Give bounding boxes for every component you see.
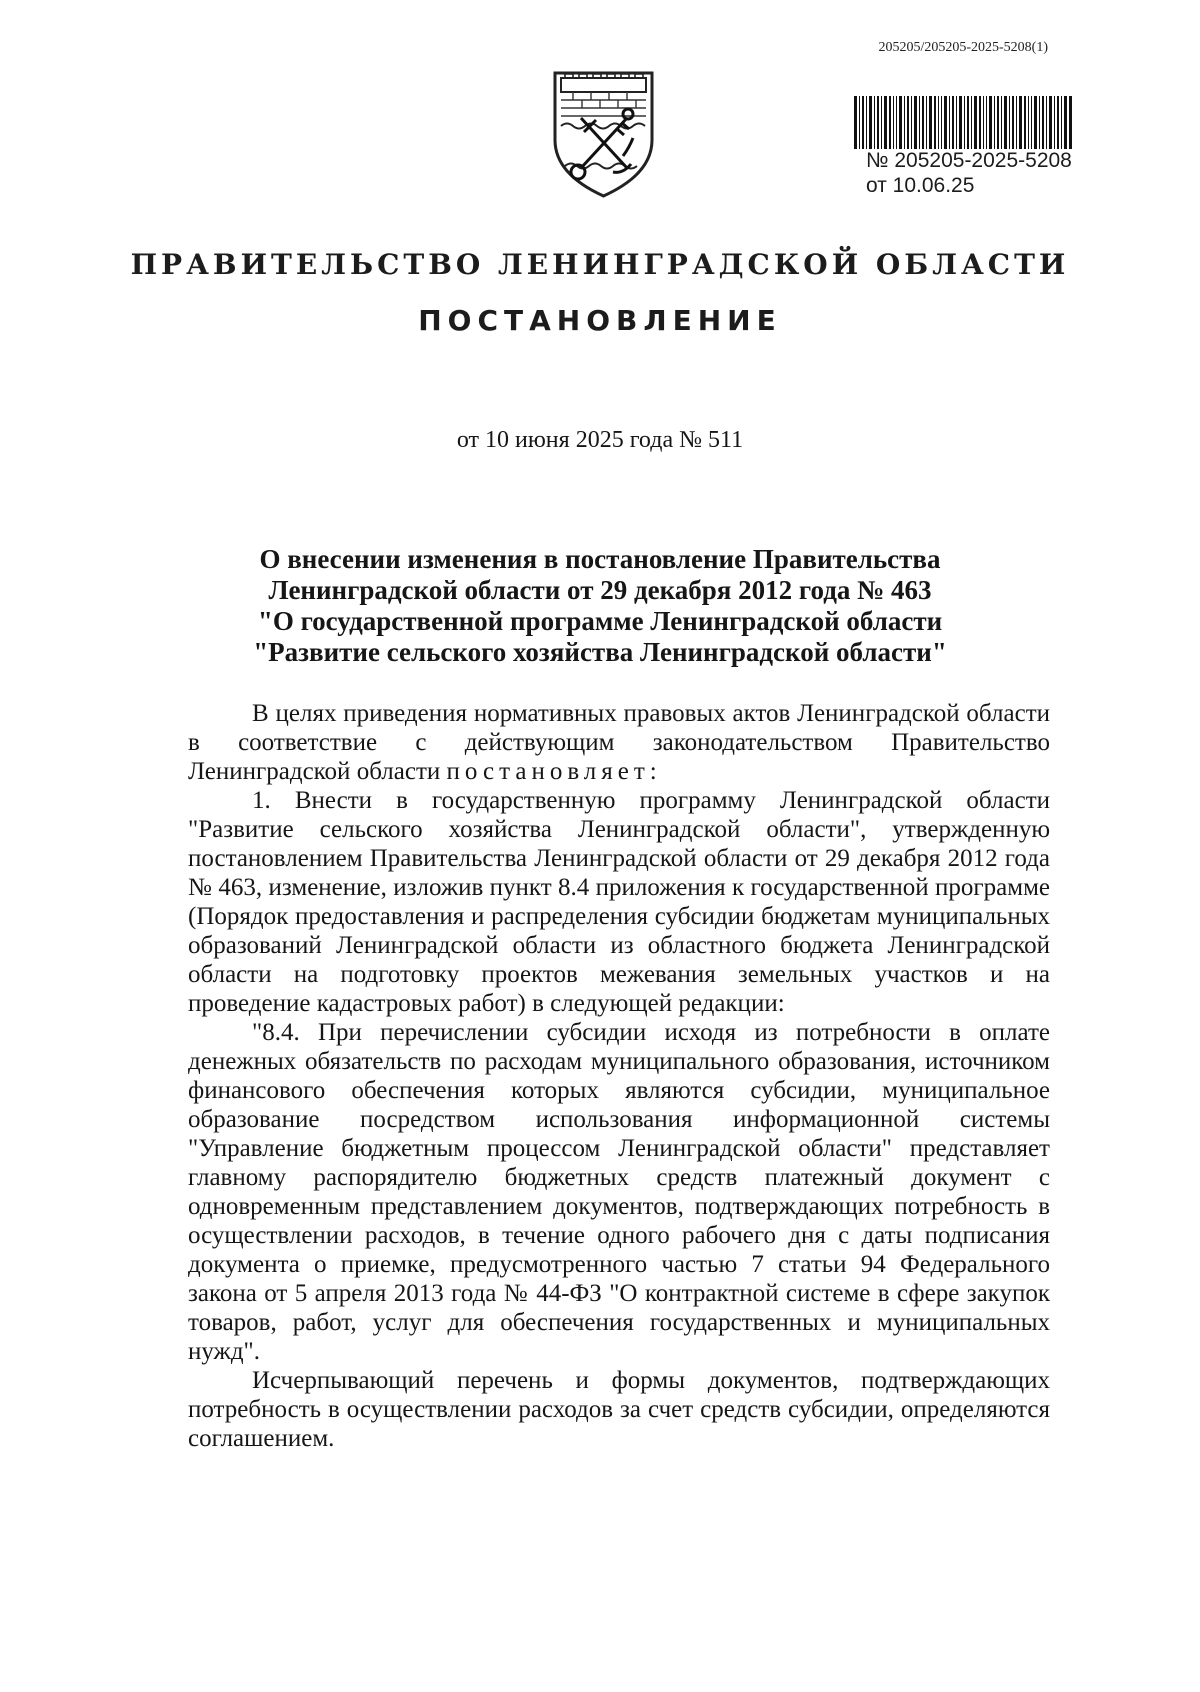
registration-info [866, 148, 1072, 198]
document-date-number: от 10 июня 2025 года № 511 [456, 427, 744, 453]
clause-1-paragraph: 1. Внести в государственную программу Ленинградской области "Развитие сельского хозяйства Ленинградской области", утвержденную постановлением Правительства Ленинградской области от 29 декабря 2012 года № 463, изменение, изложив пункт 8.4 приложения к государственной программе (Порядок предоставления и распределения субсидии бюджетам муниципальных образований Ленинградской области из областного бюджета Ленинградской области на подготовку проектов межевания земельных участков и на проведение кадастровых работ) в следующей редакции: [188, 787, 1050, 1017]
preamble-text: В целях приведения нормативных правовых актов Ленинградской области в соответствие с действующим законодательством Правительство Ленинградской области [188, 700, 1050, 785]
document-title [0, 544, 1200, 668]
government-name: ПРАВИТЕЛЬСТВО ЛЕНИНГРАДСКОЙ ОБЛАСТИ [130, 248, 1070, 281]
title-line: "Развитие сельского хозяйства Ленинградской области" [253, 637, 947, 667]
leningrad-oblast-coat-of-arms-icon [551, 70, 656, 198]
preamble-paragraph [188, 699, 1050, 786]
registration-number: № 205205-2025-5208 [866, 149, 1072, 172]
document-reference-number: 205205/205205-2025-5208(1) [878, 40, 1048, 55]
document-body [188, 699, 1050, 1453]
documents-list-paragraph: Исчерпывающий перечень и формы документов, подтверждающих потребность в осуществлении расходов за счет средств субсидии, определяются соглашением. [188, 1367, 1050, 1452]
clause-8-4-paragraph: "8.4. При перечислении субсидии исходя из потребности в оплате денежных обязательств по расходам муниципального образования, источником финансового обеспечения которых являются субсидии, муниципальное образование посредством использования информационной системы "Управление бюджетным процессом Ленинградской области" представляет главному распорядителю бюджетных средств платежный документ с одновременным представлением документов, подтверждающих потребность в осуществлении расходов, в течение одного рабочего дня с даты подписания документа о приемке, предусмотренного частью 7 статьи 94 Федерального закона от 5 апреля 2013 года № 44-ФЗ "О контрактной системе в сфере закупок товаров, работ, услуг для обеспечения государственных и муниципальных нужд". [188, 1019, 1050, 1365]
resolves-word: постановляет: [446, 758, 662, 785]
registration-date: от 10.06.25 [866, 174, 975, 197]
title-line: О внесении изменения в постановление Правительства [259, 544, 941, 574]
title-line: "О государственной программе Ленинградской области [257, 606, 943, 636]
document-type: ПОСТАНОВЛЕНИЕ [418, 304, 782, 337]
barcode-icon [854, 96, 1072, 149]
title-line: Ленинградской области от 29 декабря 2012 года № 463 [268, 575, 932, 605]
